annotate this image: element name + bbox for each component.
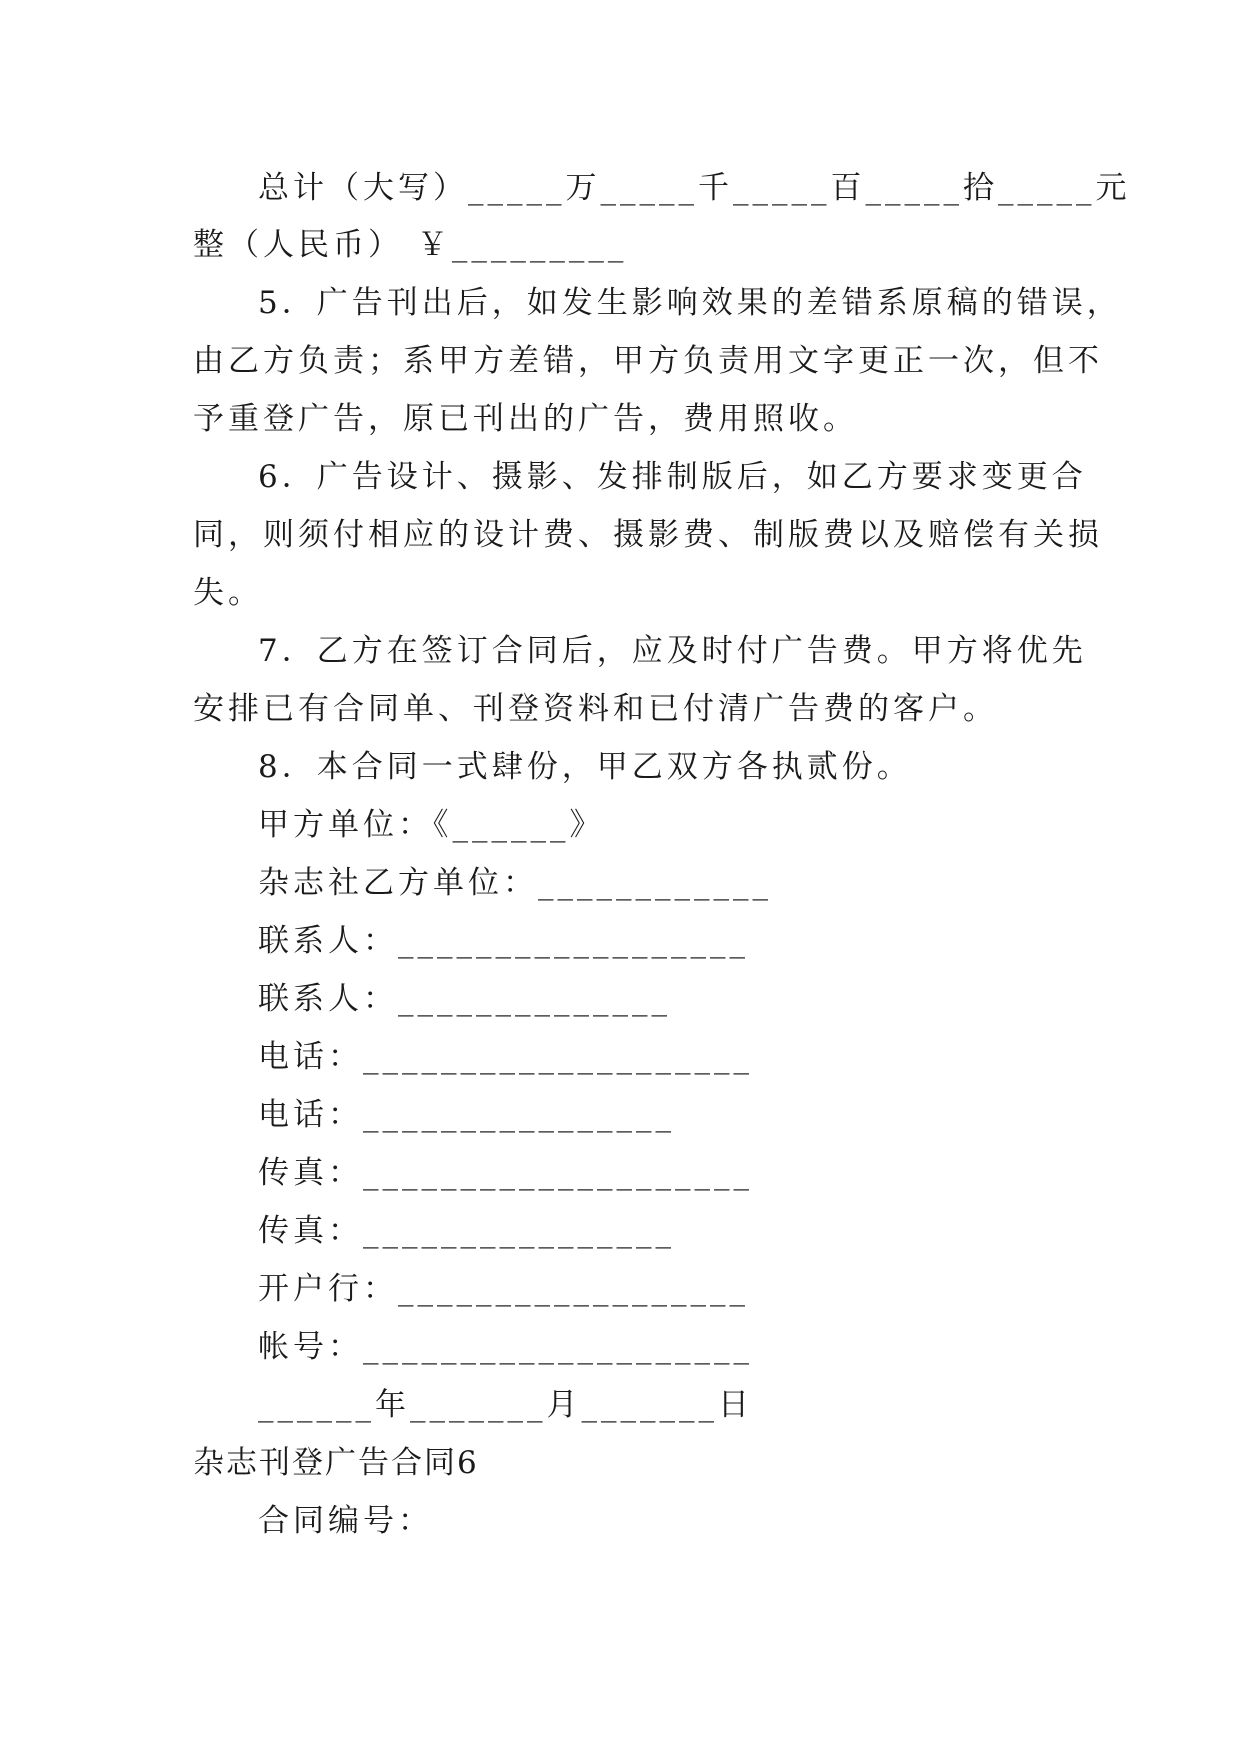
- party-a-unit-field: 甲方单位：《______》: [258, 807, 605, 843]
- total-label: 总计（大写）: [258, 170, 468, 206]
- clause-6-line-1: 6．广告设计、摄影、发排制版后，如乙方要求变更合: [258, 459, 1087, 495]
- clause-8-line: 8．本合同一式肆份，甲乙双方各执贰份。: [258, 749, 912, 785]
- clause-7-line-2: 安排已有合同单、刊登资料和已付清广告费的客户。: [193, 691, 998, 727]
- clause-6-line-2: 同，则须付相应的设计费、摄影费、制版费以及赔偿有关损: [193, 517, 1103, 553]
- account-field: 帐号：____________________: [258, 1329, 753, 1365]
- phone-field-1: 电话：____________________: [258, 1039, 753, 1075]
- clause-7-line-1: 7．乙方在签订合同后，应及时付广告费。甲方将优先: [258, 633, 1087, 669]
- contact-field-2: 联系人：______________: [258, 981, 671, 1017]
- date-field: ______年_______月_______日: [258, 1387, 753, 1423]
- contract-number-label: 合同编号：: [258, 1503, 433, 1539]
- fax-field-1: 传真：____________________: [258, 1155, 753, 1191]
- fax-field-2: 传真：________________: [258, 1213, 675, 1249]
- clause-5-line-1: 5．广告刊出后，如发生影响效果的差错系原稿的错误，: [258, 285, 1122, 321]
- clause-5-line-2: 由乙方负责；系甲方差错，甲方负责用文字更正一次，但不: [193, 343, 1103, 379]
- clause-5-line-3: 予重登广告，原已刊出的广告，费用照收。: [193, 401, 858, 437]
- party-b-unit-field: 杂志社乙方单位：____________: [258, 865, 772, 901]
- clause-6-line-3: 失。: [193, 575, 263, 611]
- thousand-blank: _____千: [600, 170, 733, 206]
- bank-field: 开户行：__________________: [258, 1271, 749, 1307]
- phone-field-2: 电话：________________: [258, 1097, 675, 1133]
- contract-6-title: 杂志刊登广告合同6: [193, 1445, 479, 1481]
- ten-thousand-blank: _____万: [468, 170, 601, 206]
- rmb-amount-line: 整（人民币） ￥_________: [193, 227, 628, 263]
- contact-field-1: 联系人：__________________: [258, 923, 749, 959]
- ten-blank: _____拾: [865, 170, 998, 206]
- total-amount-uppercase-line: [258, 168, 1131, 208]
- yuan-blank: _____元: [998, 170, 1131, 206]
- hundred-blank: _____百: [733, 170, 866, 206]
